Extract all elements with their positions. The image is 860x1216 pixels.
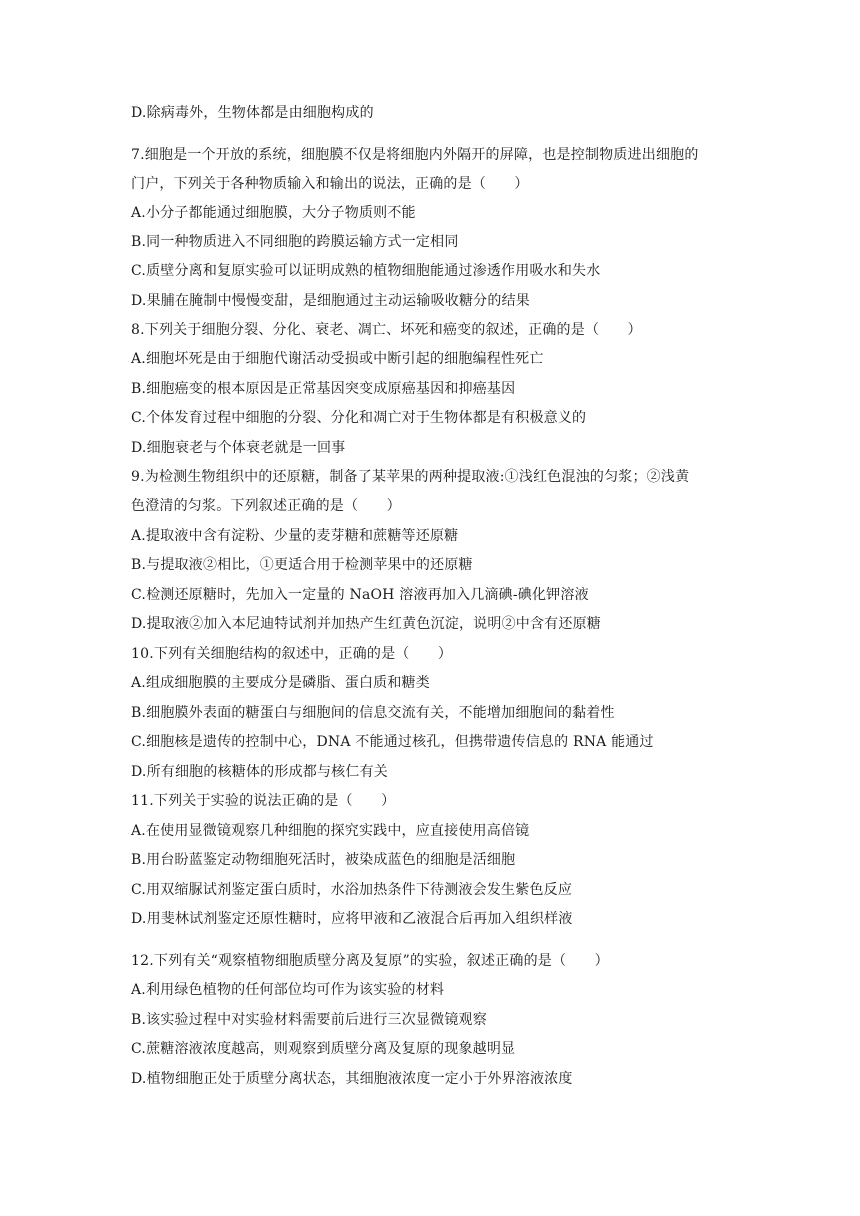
option-line: A.细胞坏死是由于细胞代谢活动受损或中断引起的细胞编程性死亡	[131, 351, 544, 367]
option-line: A.组成细胞膜的主要成分是磷脂、蛋白质和糖类	[131, 675, 430, 691]
option-line: B.细胞癌变的根本原因是正常基因突变成原癌基因和抑癌基因	[131, 381, 516, 397]
option-line: A.利用绿色植物的任何部位均可作为该实验的材料	[131, 982, 445, 998]
question-7-stem: 门户，下列关于各种物质输入和输出的说法，正确的是（ ）	[131, 176, 529, 192]
option-line: D.植物细胞正处于质壁分离状态，其细胞液浓度一定小于外界溶液浓度	[131, 1071, 573, 1087]
option-line: B.与提取液②相比，①更适合用于检测苹果中的还原糖	[131, 557, 473, 573]
option-line: B.用台盼蓝鉴定动物细胞死活时，被染成蓝色的细胞是活细胞	[131, 852, 516, 868]
question-12-stem: 12.下列有关“观察植物细胞质壁分离及复原”的实验，叙述正确的是（ ）	[131, 953, 609, 969]
option-line: C.个体发育过程中细胞的分裂、分化和凋亡对于生物体都是有积极意义的	[131, 410, 587, 426]
option-line: D.所有细胞的核糖体的形成都与核仁有关	[131, 764, 388, 780]
option-line: C.质壁分离和复原实验可以证明成熟的植物细胞能通过渗透作用吸水和失水	[131, 263, 601, 279]
option-line: C.检测还原糖时，先加入一定量的 NaOH 溶液再加入几滴碘-碘化钾溶液	[131, 587, 589, 603]
option-line: A.小分子都能通过细胞膜，大分子物质则不能	[131, 205, 416, 221]
option-line: B.该实验过程中对实验材料需要前后进行三次显微镜观察	[131, 1012, 487, 1028]
question-9-stem: 9.为检测生物组织中的还原糖，制备了某苹果的两种提取液:①浅红色混浊的匀浆；②浅黄	[131, 469, 690, 485]
option-line: A.在使用显微镜观察几种细胞的探究实践中，应直接使用高倍镜	[131, 823, 530, 839]
question-9-stem: 色澄清的匀浆。下列叙述正确的是（ ）	[131, 498, 401, 514]
option-line: C.用双缩脲试剂鉴定蛋白质时，水浴加热条件下待测液会发生紫色反应	[131, 882, 573, 898]
option-line: D.除病毒外，生物体都是由细胞构成的	[131, 105, 374, 121]
option-line: D.用斐林试剂鉴定还原性糖时，应将甲液和乙液混合后再加入组织样液	[131, 911, 573, 927]
option-line: B.同一种物质进入不同细胞的跨膜运输方式一定相同	[131, 234, 459, 250]
option-line: D.提取液②加入本尼迪特试剂并加热产生红黄色沉淀，说明②中含有还原糖	[131, 616, 601, 632]
option-line: D.果脯在腌制中慢慢变甜，是细胞通过主动运输吸收糖分的结果	[131, 293, 530, 309]
option-line: C.细胞核是遗传的控制中心，DNA 不能通过核孔，但携带遗传信息的 RNA 能通过	[131, 734, 654, 750]
question-11-stem: 11.下列关于实验的说法正确的是（ ）	[131, 793, 396, 809]
question-10-stem: 10.下列有关细胞结构的叙述中，正确的是（ ）	[131, 646, 453, 662]
option-line: A.提取液中含有淀粉、少量的麦芽糖和蔗糖等还原糖	[131, 528, 459, 544]
question-8-stem: 8.下列关于细胞分裂、分化、衰老、凋亡、坏死和癌变的叙述，正确的是（ ）	[131, 322, 642, 338]
option-line: D.细胞衰老与个体衰老就是一回事	[131, 440, 346, 456]
option-line: C.蔗糖溶液浓度越高，则观察到质壁分离及复原的现象越明显	[131, 1041, 516, 1057]
question-7-stem: 7.细胞是一个开放的系统，细胞膜不仅是将细胞内外隔开的屏障，也是控制物质进出细胞的	[131, 147, 699, 163]
option-line: B.细胞膜外表面的糖蛋白与细胞间的信息交流有关，不能增加细胞间的黏着性	[131, 705, 615, 721]
